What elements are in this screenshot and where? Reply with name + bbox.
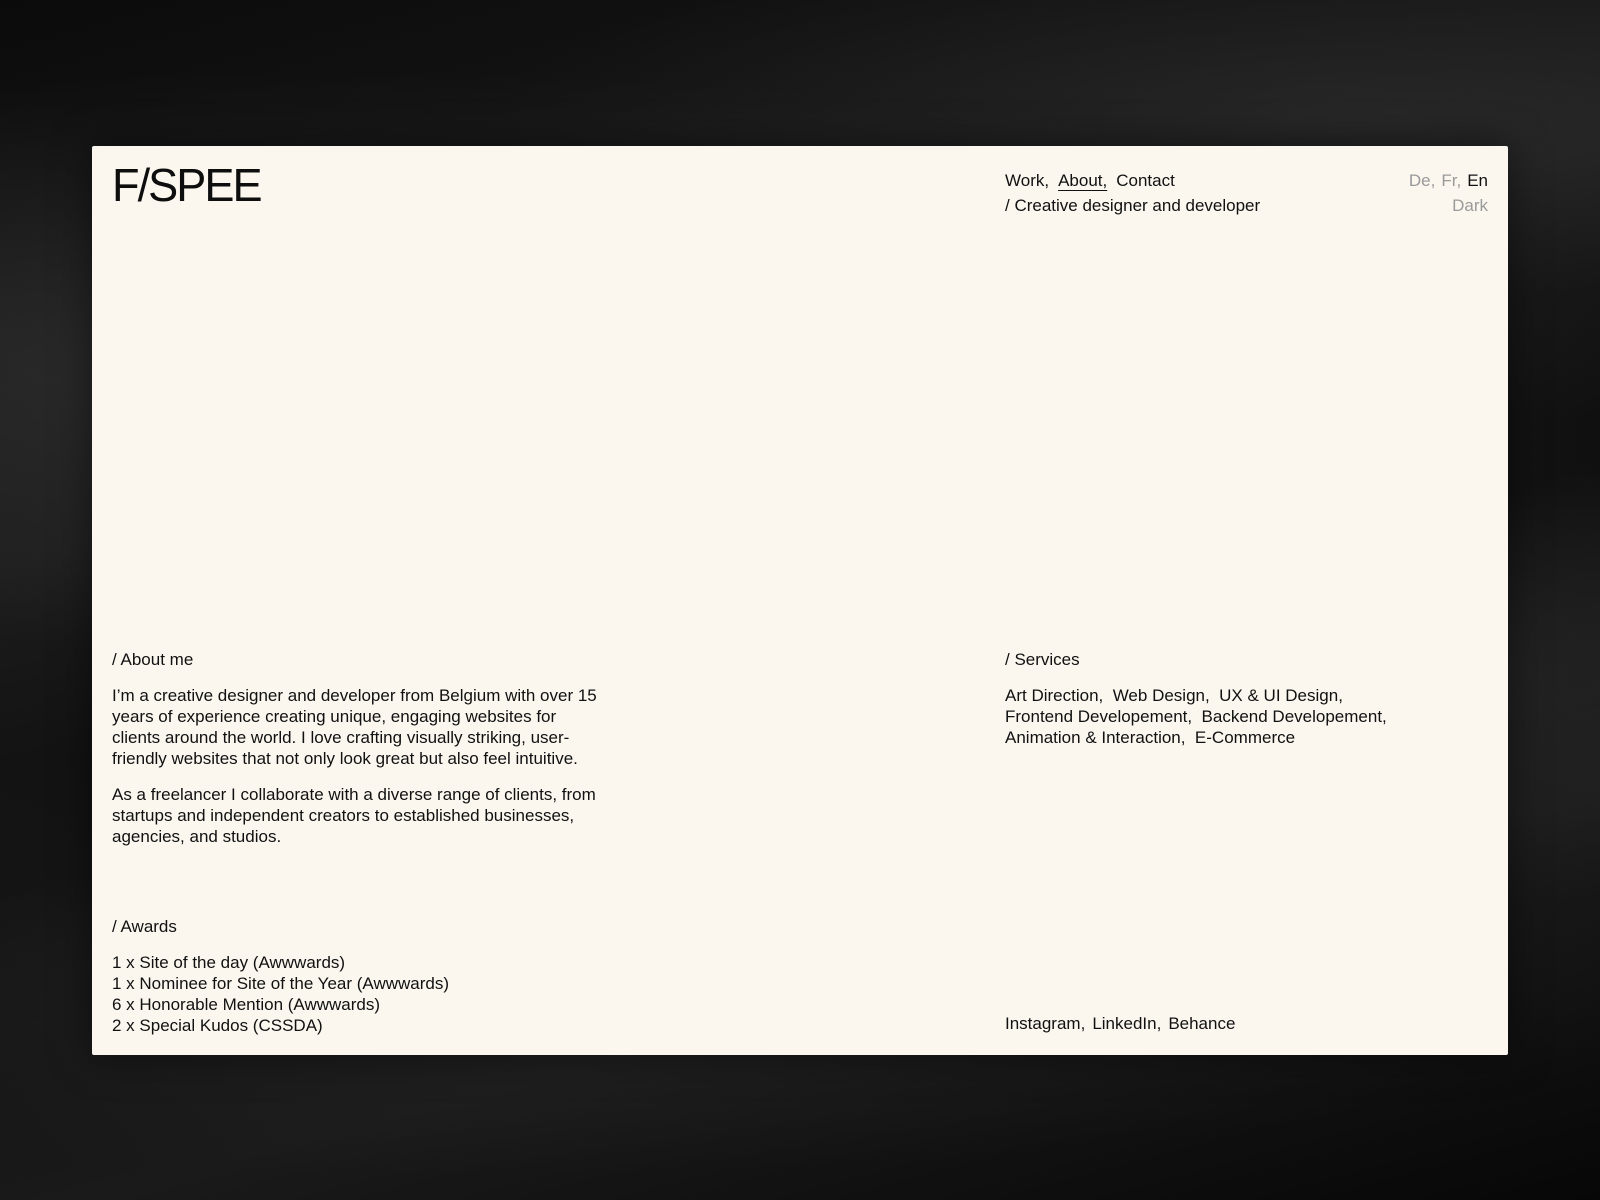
services-line: Animation & Interaction, E-Commerce [1005,728,1296,747]
preferences [1409,168,1488,218]
behance-link[interactable]: Behance [1168,1014,1236,1033]
services-section [1005,649,1425,748]
awards-section [112,916,607,1036]
award-item: 2 x Special Kudos (CSSDA) [112,1016,323,1035]
page-card [92,146,1508,1055]
about-title: / About me [112,650,194,669]
about-paragraph: As a freelancer I collaborate with a diverse range of clients, from startups and independent creators to established businesses, agencies, and studios. [112,785,596,846]
main-nav [1005,168,1260,218]
instagram-link[interactable]: Instagram, [1005,1014,1086,1033]
award-item: 6 x Honorable Mention (Awwwards) [112,995,381,1014]
about-section [112,649,607,847]
language-fr[interactable]: Fr, [1441,171,1462,190]
linkedin-link[interactable]: LinkedIn, [1092,1014,1162,1033]
award-item: 1 x Site of the day (Awwwards) [112,953,346,972]
site-logo[interactable]: F/SPEE [112,159,261,211]
services-list [1005,685,1425,748]
about-paragraph: I’m a creative designer and developer from Belgium with over 15 years of experience creating unique, engaging websites for clients around the world. I love crafting visually striking, user-friendly websites that not only look great but also feel intuitive. [112,686,597,768]
awards-title: / Awards [112,917,177,936]
language-en[interactable]: En [1467,171,1488,190]
site-tagline: / Creative designer and developer [1005,196,1261,215]
nav-link-work[interactable]: Work, [1005,171,1050,190]
nav-links [1005,168,1260,193]
services-line: Art Direction, Web Design, UX & UI Design, [1005,686,1343,705]
social-links [1005,1013,1235,1034]
theme-toggle[interactable]: Dark [1452,196,1488,215]
award-item: 1 x Nominee for Site of the Year (Awwwards) [112,974,450,993]
services-line: Frontend Developement, Backend Developement, [1005,707,1387,726]
nav-link-contact[interactable]: Contact [1116,171,1175,190]
services-title: / Services [1005,650,1080,669]
nav-link-about[interactable]: About, [1058,171,1108,190]
awards-list [112,952,607,1036]
language-switcher [1409,168,1488,193]
language-de[interactable]: De, [1408,171,1436,190]
